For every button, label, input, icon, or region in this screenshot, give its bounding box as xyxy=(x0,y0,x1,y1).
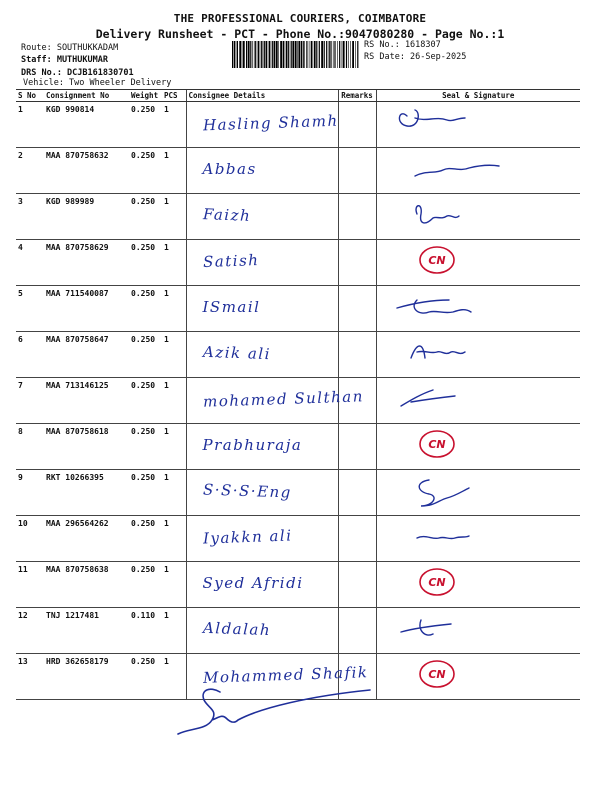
row-consignee-details xyxy=(186,332,338,378)
row-weight: 0.250 xyxy=(129,378,162,424)
table-row xyxy=(16,562,580,608)
row-remarks xyxy=(338,332,376,378)
row-consignment-no: KGD 990814 xyxy=(44,102,129,148)
row-consignment-no: MAA 870758618 xyxy=(44,424,129,470)
row-consignee-details xyxy=(186,378,364,424)
row-remarks xyxy=(338,286,376,332)
table-row xyxy=(16,470,580,516)
row-seal-signature xyxy=(376,102,580,148)
row-pcs: 1 xyxy=(162,332,186,378)
recipient-signature-icon xyxy=(377,470,581,512)
row-pcs: 1 xyxy=(162,608,186,654)
col-pcs: PCS xyxy=(162,90,186,102)
row-consignee-details xyxy=(186,424,338,470)
row-seal-signature xyxy=(376,378,580,424)
recipient-signature-icon xyxy=(377,194,581,236)
row-pcs: 1 xyxy=(162,516,186,562)
row-consignee-details xyxy=(186,194,338,240)
row-sno: 7 xyxy=(16,378,44,424)
col-consignee: Consignee Details xyxy=(186,90,338,102)
recipient-signature-icon xyxy=(377,608,581,650)
recipient-signature-icon xyxy=(377,378,581,420)
row-seal-signature xyxy=(376,424,580,470)
row-sno: 12 xyxy=(16,608,44,654)
row-sno: 2 xyxy=(16,148,44,194)
col-remarks: Remarks xyxy=(338,90,376,102)
row-remarks xyxy=(338,516,376,562)
vehicle-label: Vehicle: Two Wheeler Delivery xyxy=(23,78,172,88)
row-consignment-no: MAA 870758638 xyxy=(44,562,129,608)
row-weight: 0.250 xyxy=(129,148,162,194)
row-consignee-details xyxy=(186,286,338,332)
handwritten-consignee-name: Syed Afridi xyxy=(202,574,304,592)
row-remarks xyxy=(338,470,376,516)
row-remarks xyxy=(338,194,376,240)
cn-stamp-text: CN xyxy=(427,668,446,681)
row-remarks xyxy=(338,562,376,608)
row-consignee-details xyxy=(186,240,338,286)
row-consignment-no: MAA 870758632 xyxy=(44,148,129,194)
route-label: Route: SOUTHUKKADAM xyxy=(21,43,119,53)
table-row xyxy=(16,286,580,332)
row-pcs: 1 xyxy=(162,286,186,332)
row-consignment-no: MAA 713146125 xyxy=(44,378,129,424)
staff-label: Staff: MUTHUKUMAR xyxy=(21,55,108,65)
row-remarks xyxy=(338,240,376,286)
row-consignee-details xyxy=(186,608,338,654)
row-pcs: 1 xyxy=(162,102,186,148)
row-seal-signature xyxy=(376,470,580,516)
row-weight: 0.250 xyxy=(129,286,162,332)
row-pcs: 1 xyxy=(162,378,186,424)
handwritten-consignee-name: Aldalah xyxy=(202,618,271,640)
row-weight: 0.250 xyxy=(129,654,162,700)
row-pcs: 1 xyxy=(162,562,186,608)
drs-number: DRS No.: DCJB161830701 xyxy=(21,68,134,78)
handwritten-consignee-name: ISmail xyxy=(202,298,261,316)
row-consignment-no: MAA 711540087 xyxy=(44,286,129,332)
row-weight: 0.250 xyxy=(129,516,162,562)
row-seal-signature xyxy=(376,148,580,194)
cn-stamp-icon xyxy=(377,424,581,466)
handwritten-consignee-name: Faizh xyxy=(202,205,252,225)
row-seal-signature xyxy=(376,516,580,562)
row-weight: 0.250 xyxy=(129,102,162,148)
row-weight: 0.250 xyxy=(129,332,162,378)
cn-stamp-text: CN xyxy=(427,254,446,267)
row-pcs: 1 xyxy=(162,470,186,516)
row-weight: 0.250 xyxy=(129,470,162,516)
handwritten-consignee-name: Abbas xyxy=(202,160,257,178)
row-consignment-no: MAA 870758647 xyxy=(44,332,129,378)
rs-number: RS No.: 1618307 xyxy=(364,40,441,50)
row-consignment-no: KGD 989989 xyxy=(44,194,129,240)
row-weight: 0.250 xyxy=(129,562,162,608)
handwritten-consignee-name: Mohammed Shafik xyxy=(202,663,369,687)
row-consignee-details xyxy=(186,516,338,562)
row-pcs: 1 xyxy=(162,240,186,286)
row-seal-signature xyxy=(376,654,580,700)
handwritten-consignee-name: Hasling Shamh xyxy=(202,111,339,135)
table-row xyxy=(16,194,580,240)
row-seal-signature xyxy=(376,194,580,240)
row-weight: 0.250 xyxy=(129,424,162,470)
row-sno: 11 xyxy=(16,562,44,608)
cn-stamp-text: CN xyxy=(427,576,446,589)
row-weight: 0.110 xyxy=(129,608,162,654)
row-consignee-details xyxy=(186,470,338,516)
staff-signature-icon xyxy=(160,678,380,738)
row-consignment-no: HRD 362658179 xyxy=(44,654,129,700)
row-remarks xyxy=(338,148,376,194)
row-sno: 9 xyxy=(16,470,44,516)
table-row xyxy=(16,148,580,194)
handwritten-consignee-name: S·S·S·Eng xyxy=(202,480,292,502)
barcode-icon xyxy=(232,41,360,68)
row-seal-signature xyxy=(376,286,580,332)
col-sno: S No xyxy=(16,90,44,102)
row-seal-signature xyxy=(376,562,580,608)
row-consignment-no: MAA 296564262 xyxy=(44,516,129,562)
row-consignment-no: RKT 10266395 xyxy=(44,470,129,516)
handwritten-consignee-name: Iyakkn ali xyxy=(202,526,293,548)
row-sno: 1 xyxy=(16,102,44,148)
table-header-row xyxy=(16,90,580,102)
recipient-signature-icon xyxy=(377,332,581,374)
col-consignment: Consignment No xyxy=(44,90,129,102)
row-sno: 13 xyxy=(16,654,44,700)
company-name: THE PROFESSIONAL COURIERS, COIMBATORE xyxy=(173,12,427,25)
row-pcs: 1 xyxy=(162,654,186,700)
recipient-signature-icon xyxy=(377,286,581,328)
row-sno: 8 xyxy=(16,424,44,470)
recipient-signature-icon xyxy=(377,516,581,558)
col-seal-signature: Seal & Signature xyxy=(376,90,580,102)
row-sno: 5 xyxy=(16,286,44,332)
handwritten-consignee-name: Prabhuraja xyxy=(202,436,303,454)
table-row xyxy=(16,516,580,562)
runsheet-table xyxy=(16,89,580,700)
table-row xyxy=(16,240,580,286)
row-sno: 4 xyxy=(16,240,44,286)
table-row xyxy=(16,608,580,654)
row-remarks xyxy=(338,102,376,148)
row-pcs: 1 xyxy=(162,424,186,470)
row-consignment-no: MAA 870758629 xyxy=(44,240,129,286)
row-pcs: 1 xyxy=(162,148,186,194)
cn-stamp-icon xyxy=(377,654,581,696)
row-seal-signature xyxy=(376,608,580,654)
row-sno: 10 xyxy=(16,516,44,562)
row-sno: 6 xyxy=(16,332,44,378)
cn-stamp-icon xyxy=(377,240,581,282)
row-consignment-no: TNJ 1217481 xyxy=(44,608,129,654)
row-seal-signature xyxy=(376,240,580,286)
row-weight: 0.250 xyxy=(129,194,162,240)
table-row xyxy=(16,378,580,424)
row-weight: 0.250 xyxy=(129,240,162,286)
row-pcs: 1 xyxy=(162,194,186,240)
row-remarks xyxy=(338,608,376,654)
handwritten-consignee-name: Azik ali xyxy=(202,342,271,364)
row-remarks xyxy=(338,424,376,470)
handwritten-consignee-name: mohamed Sulthan xyxy=(202,387,364,411)
rs-date: RS Date: 26-Sep-2025 xyxy=(364,52,467,62)
runsheet-title: Delivery Runsheet - PCT - Phone No.:9047080280 - Page No.:1 xyxy=(95,27,505,41)
cn-stamp-text: CN xyxy=(427,438,446,451)
handwritten-consignee-name: Satish xyxy=(202,251,260,271)
recipient-signature-icon xyxy=(377,102,581,144)
row-sno: 3 xyxy=(16,194,44,240)
row-seal-signature xyxy=(376,332,580,378)
table-row xyxy=(16,424,580,470)
row-consignee-details xyxy=(186,562,338,608)
table-row xyxy=(16,102,580,148)
table-row xyxy=(16,332,580,378)
row-consignee-details xyxy=(186,102,338,148)
col-weight: Weight xyxy=(129,90,162,102)
recipient-signature-icon xyxy=(377,148,581,190)
cn-stamp-icon xyxy=(377,562,581,604)
row-consignee-details xyxy=(186,148,338,194)
